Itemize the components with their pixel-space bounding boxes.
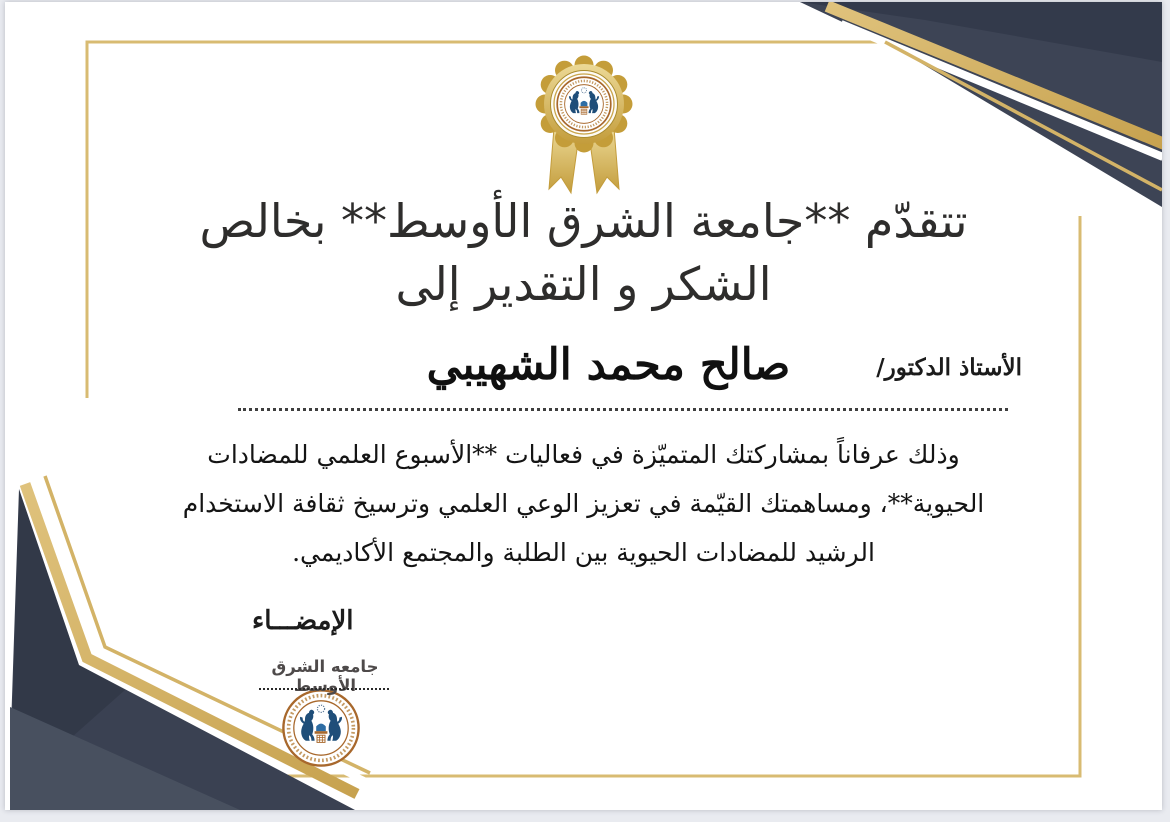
- signature-dotted-line: [259, 682, 389, 690]
- recipient-title-label: الأستاذ الدكتور/: [876, 354, 1022, 381]
- certificate-page: [5, 2, 1162, 810]
- recipient-name: صالح محمد الشهيبي: [426, 340, 791, 390]
- body-line-2: الحيوية**، ومساهمتك القيّمة في تعزيز الوعي العلمي وترسيخ ثقافة الاستخدام: [182, 489, 985, 518]
- signature-label: الإمضـــاء: [252, 606, 354, 636]
- certificate-heading: [5, 190, 1162, 316]
- body-line-3: الرشيد للمضادات الحيوية بين الطلبة والمجتمع الأكاديمي.: [292, 538, 875, 567]
- corner-flourish-top-right: [800, 2, 1162, 207]
- medal-icon: [536, 56, 633, 194]
- heading-line-2: الشكر و التقدير إلى: [395, 257, 772, 311]
- issuer-name: جامعه الشرق الأوسط: [271, 657, 379, 695]
- certificate-body: [80, 430, 1087, 577]
- university-logo-icon: [283, 690, 358, 765]
- body-line-1: وذلك عرفاناً بمشاركتك المتميّزة في فعاليات **الأسبوع العلمي للمضادات: [207, 440, 960, 469]
- recipient-name-dotted-line: [238, 400, 1008, 411]
- heading-line-1: تتقدّم **جامعة الشرق الأوسط** بخالص: [199, 194, 968, 248]
